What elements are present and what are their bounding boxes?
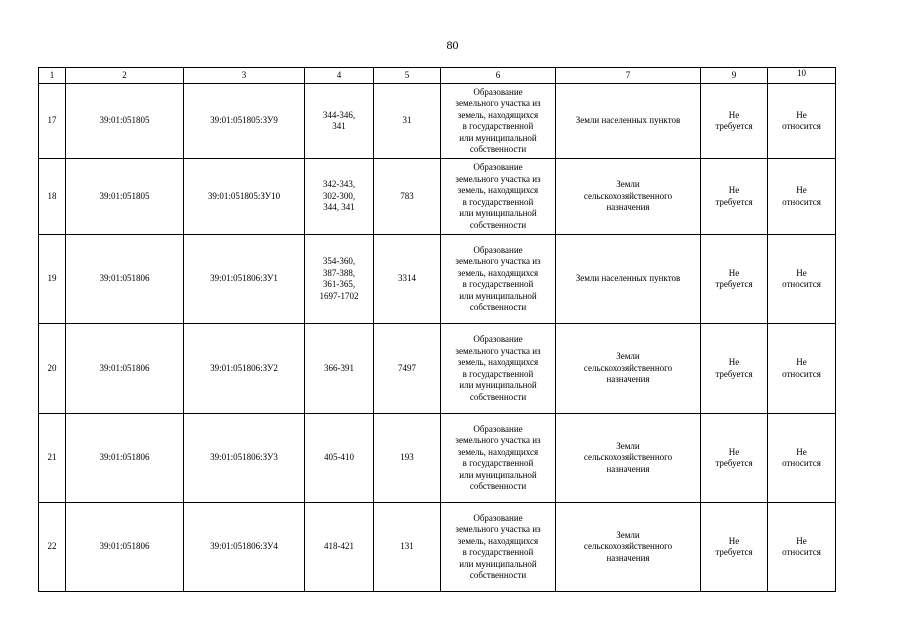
category-cell: Земли сельскохозяйственного назначения	[556, 159, 701, 235]
relation-cell: Не относится	[768, 235, 836, 324]
relation-cell: Не относится	[768, 84, 836, 159]
row-number-cell: 20	[39, 324, 66, 414]
relation-cell: Не относится	[768, 324, 836, 414]
plot-id-cell: 39:01:051806:ЗУ2	[184, 324, 305, 414]
plot-id-cell: 39:01:051806:ЗУ4	[184, 503, 305, 592]
header-cell: 3	[184, 68, 305, 84]
requirement-cell: Не требуется	[701, 324, 768, 414]
area-cell: 7497	[374, 324, 441, 414]
category-cell: Земли сельскохозяйственного назначения	[556, 414, 701, 503]
area-cell: 131	[374, 503, 441, 592]
method-cell: Образование земельного участка из земель, находящихся в государственной или муниципальной собственности	[441, 324, 556, 414]
points-cell: 405-410	[305, 414, 374, 503]
land-plots-table	[38, 67, 836, 592]
method-cell: Образование земельного участка из земель, находящихся в государственной или муниципальной собственности	[441, 414, 556, 503]
area-cell: 3314	[374, 235, 441, 324]
header-cell: 6	[441, 68, 556, 84]
relation-cell: Не относится	[768, 159, 836, 235]
points-cell: 354-360, 387-388, 361-365, 1697-1702	[305, 235, 374, 324]
requirement-cell: Не требуется	[701, 159, 768, 235]
page-number: 80	[446, 38, 459, 52]
plot-id-cell: 39:01:051806:ЗУ3	[184, 414, 305, 503]
method-cell: Образование земельного участка из земель, находящихся в государственной или муниципальной собственности	[441, 159, 556, 235]
column-number-row	[39, 68, 836, 84]
plot-id-cell: 39:01:051806:ЗУ1	[184, 235, 305, 324]
points-cell: 344-346, 341	[305, 84, 374, 159]
table-row	[39, 414, 836, 503]
cadastral-block-cell: 39:01:051806	[66, 503, 184, 592]
row-number-cell: 22	[39, 503, 66, 592]
method-cell: Образование земельного участка из земель, находящихся в государственной или муниципальной собственности	[441, 235, 556, 324]
header-cell: 4	[305, 68, 374, 84]
cadastral-block-cell: 39:01:051805	[66, 159, 184, 235]
table-row	[39, 159, 836, 235]
row-number-cell: 18	[39, 159, 66, 235]
points-cell: 418-421	[305, 503, 374, 592]
category-cell: Земли населенных пунктов	[556, 235, 701, 324]
points-cell: 366-391	[305, 324, 374, 414]
category-cell: Земли сельскохозяйственного назначения	[556, 324, 701, 414]
method-cell: Образование земельного участка из земель, находящихся в государственной или муниципальной собственности	[441, 84, 556, 159]
header-cell: 2	[66, 68, 184, 84]
row-number-cell: 21	[39, 414, 66, 503]
plot-id-cell: 39:01:051805:ЗУ10	[184, 159, 305, 235]
category-cell: Земли населенных пунктов	[556, 84, 701, 159]
plot-id-cell: 39:01:051805:ЗУ9	[184, 84, 305, 159]
table-row	[39, 235, 836, 324]
cadastral-block-cell: 39:01:051806	[66, 235, 184, 324]
category-cell: Земли сельскохозяйственного назначения	[556, 503, 701, 592]
requirement-cell: Не требуется	[701, 235, 768, 324]
requirement-cell: Не требуется	[701, 503, 768, 592]
area-cell: 783	[374, 159, 441, 235]
table-row	[39, 503, 836, 592]
cadastral-block-cell: 39:01:051806	[66, 324, 184, 414]
relation-cell: Не относится	[768, 414, 836, 503]
row-number-cell: 17	[39, 84, 66, 159]
header-cell: 7	[556, 68, 701, 84]
cadastral-block-cell: 39:01:051805	[66, 84, 184, 159]
header-cell: 5	[374, 68, 441, 84]
table-row	[39, 324, 836, 414]
requirement-cell: Не требуется	[701, 414, 768, 503]
area-cell: 31	[374, 84, 441, 159]
header-cell: 9	[701, 68, 768, 84]
header-cell: 10	[768, 68, 836, 84]
row-number-cell: 19	[39, 235, 66, 324]
method-cell: Образование земельного участка из земель, находящихся в государственной или муниципальной собственности	[441, 503, 556, 592]
cadastral-block-cell: 39:01:051806	[66, 414, 184, 503]
points-cell: 342-343, 302-300, 344, 341	[305, 159, 374, 235]
table-row	[39, 84, 836, 159]
area-cell: 193	[374, 414, 441, 503]
requirement-cell: Не требуется	[701, 84, 768, 159]
header-cell: 1	[39, 68, 66, 84]
relation-cell: Не относится	[768, 503, 836, 592]
